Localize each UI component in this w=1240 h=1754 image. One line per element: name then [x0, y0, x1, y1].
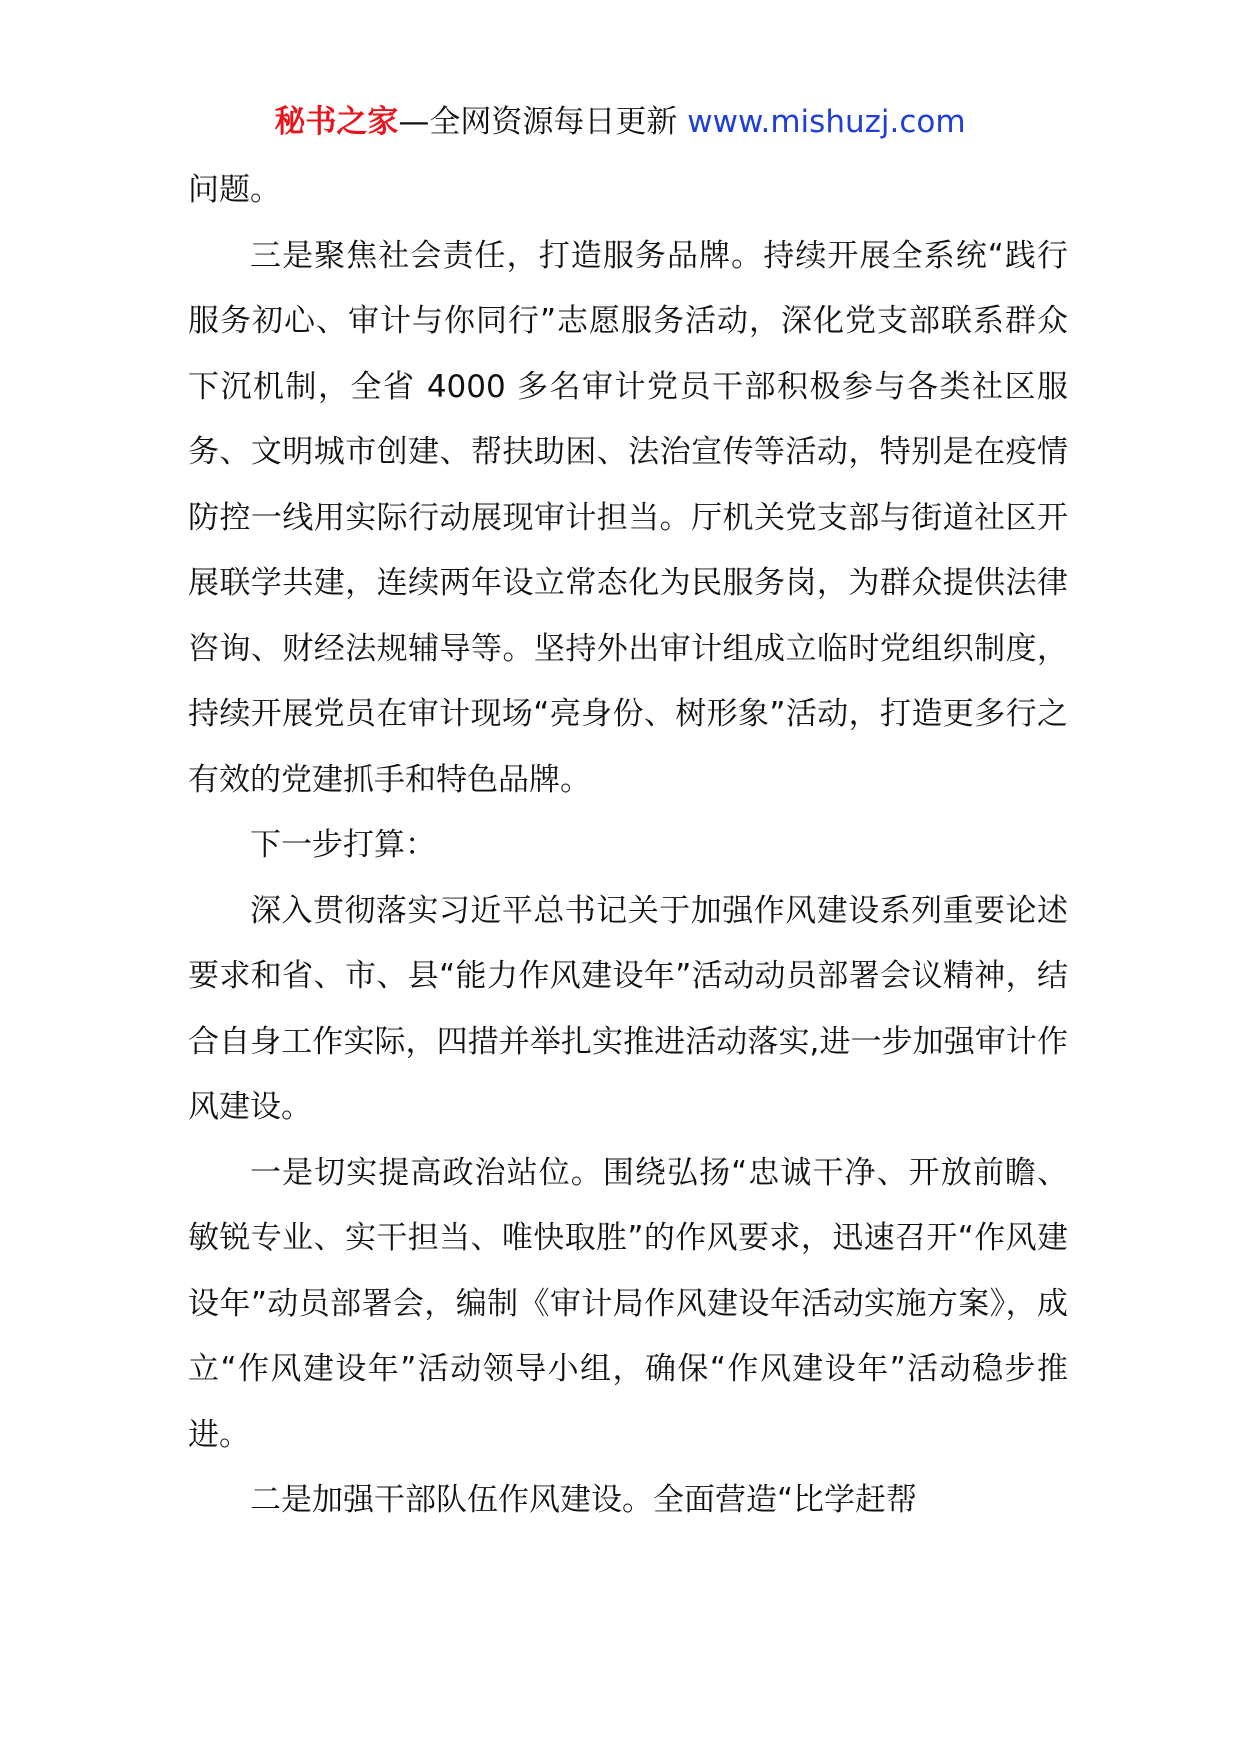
- brand-name: 秘书之家: [274, 104, 399, 140]
- paragraph-continuation: 问题。: [188, 172, 281, 208]
- header-slogan: —全网资源每日更新: [398, 104, 678, 140]
- document-body: [188, 158, 1068, 1534]
- paragraph-next-steps-heading: 下一步打算：: [250, 827, 436, 863]
- page-header: [0, 100, 1240, 144]
- paragraph-social-responsibility: 三是聚焦社会责任，打造服务品牌。持续开展全系统“践行服务初心、审计与你同行”志愿服务活动，深化党支部联系群众下沉机制，全省 4000 多名审计党员干部积极参与各类社区服务、文明城市创建、帮扶助困、法治宣传等活动，特别是在疫情防控一线用实际行动展现审计担当。厅机关党支部与街道社区开展联学共建，连续两年设立常态化为民服务岗，为群众提供法律咨询、财经法规辅导等。坚持外出审计组成立临时党组织制度，持续开展党员在审计现场“亮身份、树形象”活动，打造更多行之有效的党建抓手和特色品牌。: [188, 237, 1068, 798]
- header-url-link[interactable]: www.mishuzj.com: [687, 104, 966, 140]
- paragraph-political-standing: 一是切实提高政治站位。围绕弘扬“忠诚干净、开放前瞻、敏锐专业、实干担当、唯快取胜”的作风要求，迅速召开“作风建设年”动员部署会，编制《审计局作风建设年活动实施方案》，成立“作风建设年”活动领导小组，确保“作风建设年”活动稳步推进。: [188, 1154, 1068, 1453]
- paragraph-next-steps-intro: 深入贯彻落实习近平总书记关于加强作风建设系列重要论述要求和省、市、县“能力作风建设年”活动动员部署会议精神，结合自身工作实际，四措并举扎实推进活动落实,进一步加强审计作风建设。: [188, 892, 1068, 1125]
- paragraph-cadre-style: 二是加强干部队伍作风建设。全面营造“比学赶帮: [250, 1482, 918, 1518]
